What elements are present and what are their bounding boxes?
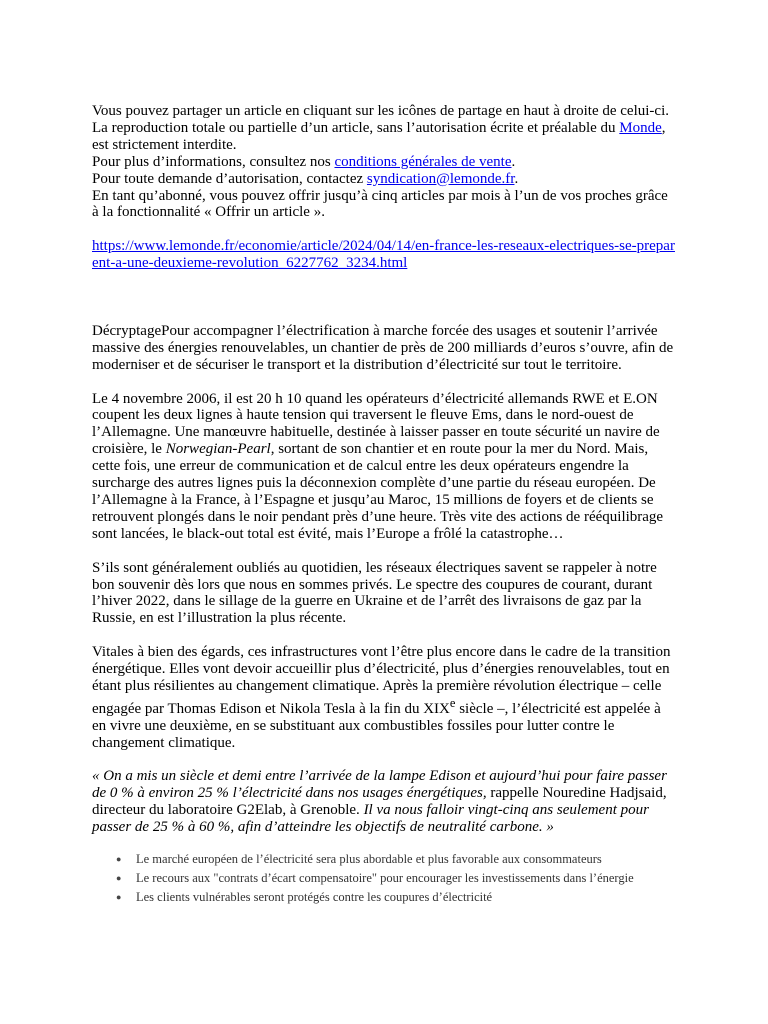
- article-intro: DécryptagePour accompagner l’électrification à marche forcée des usages et soutenir l’arrivée massive des énergies renouvelables, un chantier de près de 200 milliards d’euros s’ouvre, afin de moderniser et de sécuriser le transport et la distribution d’électricité sur tout le territoire.: [92, 322, 674, 373]
- paragraph-text: siècle –, l’électricité est appelée à en vivre une deuxième, en se substituant aux combustibles fossiles pour lutter contre le changement climatique.: [92, 700, 661, 751]
- quote-attribution: rappelle Nouredine Hadjsaid, directeur du laboratoire G2Elab, à Grenoble.: [92, 785, 667, 819]
- bullet-icon: ●: [116, 892, 122, 903]
- list-item-label: Le recours aux "contrats d’écart compensatoire" pour encourager les investissements dans l’énergie: [136, 871, 634, 886]
- paragraph-text: Le 4 novembre 2006, il est 20 h 10 quand les opérateurs d’électricité allemands RWE et E.ON coupent les deux lignes à haute tension qui traversent le fleuve Ems, dans le nord-ouest de l’Allemagne. Une manœuvre habituelle, destinée à laisser passer en toute sécurité un navire de croisière, le: [92, 390, 660, 458]
- notice-authorization-line: [92, 171, 676, 188]
- sharing-notice: [92, 103, 676, 221]
- notice-info-end: .: [511, 153, 516, 170]
- spacer: [92, 374, 676, 391]
- quote-text: « On a mis un siècle et demi entre l’arrivée de la lampe Edison et aujourd’hui pour faire passer de 0 % à environ 25 % l’électricité dans nos usages énergétiques,: [92, 768, 667, 802]
- list-item[interactable]: [92, 850, 676, 869]
- spacer: [92, 272, 676, 289]
- terms-of-sale-link[interactable]: conditions générales de vente: [334, 153, 512, 170]
- notice-reproduction-line: [92, 120, 676, 154]
- notice-reproduction-text: La reproduction totale ou partielle d’un article, sans l’autorisation écrite et préalable du: [92, 119, 620, 136]
- quote-text: Il va nous falloir vingt-cinq ans seulement pour passer de 25 % à 60 %, afin d’atteindre les objectifs de neutralité carbone. »: [92, 802, 649, 836]
- list-item[interactable]: [92, 888, 676, 907]
- article-body: [92, 323, 676, 836]
- list-item-label: Les clients vulnérables seront protégés contre les coupures d’électricité: [136, 890, 493, 905]
- bullet-icon: ●: [116, 873, 122, 884]
- notice-info-text: Pour plus d’informations, consultez nos: [92, 153, 335, 170]
- notice-authorization-end: .: [514, 170, 519, 187]
- monde-link[interactable]: Monde: [619, 119, 662, 136]
- notice-authorization-text: Pour toute demande d’autorisation, contactez: [92, 170, 367, 187]
- paragraph-text: Vitales à bien des égards, ces infrastructures vont l’être plus encore dans le cadre de la transition énergétique. Elles vont devoir accueillir plus d’électricité, plus d’énergies renouvelables, tout en étant plus résilientes au changement climatique. Après la première révolution électrique – celle engagée par Thomas Edison et Nikola Tesla à la fin du XIX: [92, 644, 671, 717]
- notice-reproduction-end: , est strictement interdite.: [92, 119, 666, 153]
- spacer: [92, 543, 676, 560]
- syndication-email-link[interactable]: syndication@lemonde.fr: [366, 170, 515, 187]
- article-url-link[interactable]: https://www.lemonde.fr/economie/article/2024/04/14/en-france-les-reseaux-electriques-se-preparent-a-une-deuxieme-revolution_6227762_3234.html: [92, 238, 675, 272]
- list-item-label: Le marché européen de l’électricité sera plus abordable et plus favorable aux consommateurs: [136, 852, 602, 867]
- paragraph-text: , sortant de son chantier et en route pour la mer du Nord. Mais, cette fois, une erreur de communication et de calcul entre les deux opérateurs engendre la surcharge des autres lignes puis la déconnexion complète d’une partie du réseau européen. De l’Allemagne à la France, à l’Espagne et jusqu’au Maroc, 15 millions de foyers et de clients se retrouvent plongés dans le noir pendant près d’une heure. Très vite des actions de rééquilibrage sont lancées, le black-out total est évité, mais l’Europe a frôlé la catastrophe…: [92, 441, 664, 542]
- century-superscript: e: [449, 695, 456, 710]
- ship-name: Norwegian-Pearl: [165, 441, 271, 458]
- spacer: [92, 627, 676, 644]
- notice-info-line: [92, 154, 676, 171]
- article-paragraph: S’ils sont généralement oubliés au quotidien, les réseaux électriques savent se rappeler à notre bon souvenir dès lors que nous en sommes privés. Le spectre des coupures de courant, durant l’hiver 2022, dans le sillage de la guerre en Ukraine et de l’arrêt des livraisons de gaz par la Russie, en est l’illustration la plus récente.: [92, 559, 657, 627]
- bullet-icon: ●: [116, 854, 122, 865]
- related-articles-list: [92, 850, 676, 907]
- notice-share-line: Vous pouvez partager un article en cliquant sur les icônes de partage en haut à droite de celui-ci.: [92, 103, 669, 119]
- spacer: [92, 221, 676, 238]
- article-paragraph: [92, 391, 676, 543]
- article-paragraph: [92, 644, 676, 751]
- notice-gift-line: En tant qu’abonné, vous pouvez offrir jusqu’à cinq articles par mois à l’un de vos proches grâce à la fonctionnalité « Offrir un article ».: [92, 187, 668, 221]
- article-quote: [92, 768, 676, 836]
- spacer: [92, 752, 676, 769]
- spacer: [92, 289, 676, 323]
- document-page: [92, 103, 676, 907]
- list-item[interactable]: [92, 869, 676, 888]
